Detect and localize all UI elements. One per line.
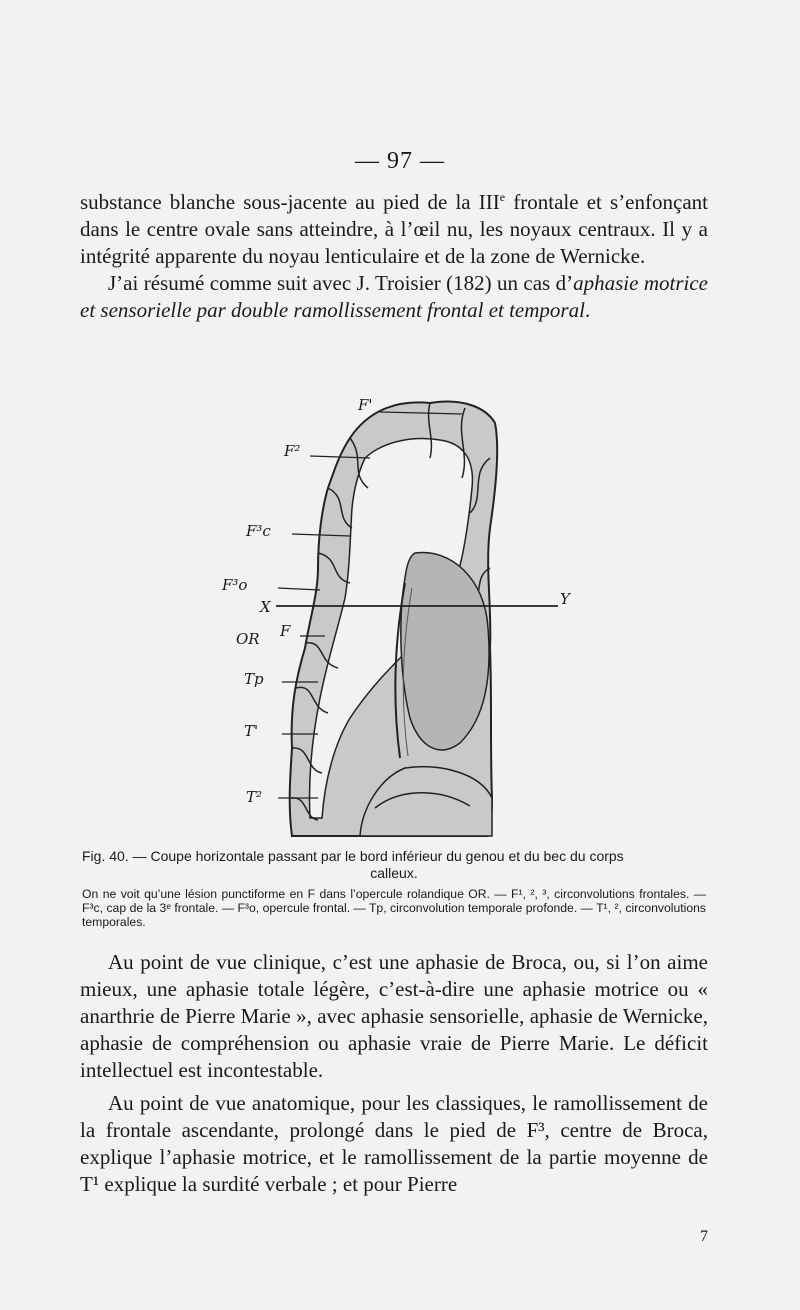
label-tp: Tp bbox=[244, 670, 264, 688]
paragraph-1 bbox=[80, 184, 708, 270]
label-or: OR bbox=[236, 630, 260, 648]
caption-title-2: calleux. bbox=[370, 865, 418, 881]
label-f: F bbox=[280, 622, 291, 640]
label-f3c: F³c bbox=[246, 522, 271, 540]
label-f2: F² bbox=[284, 442, 301, 460]
body-text-top bbox=[80, 184, 708, 324]
paragraph-2-end: . bbox=[584, 298, 591, 322]
page-number-footer: 7 bbox=[700, 1228, 708, 1245]
figure-caption bbox=[82, 848, 706, 929]
paragraph-2-italic: aphasie motrice et sensorielle par double ramollissement frontal et temporal bbox=[80, 271, 708, 322]
caption-body: On ne voit qu’une lésion punctiforme en F dans l’opercule rolandique OR. — F¹, ², ³, circonvolutions frontales. — F³c, cap de la 3ᵉ frontale. — F³o, opercule frontal. — Tp, circonvolution temporale profonde. — T¹, ², circonvolutions temporales. bbox=[82, 887, 706, 929]
body-text-bottom bbox=[80, 949, 708, 1198]
label-y: Y bbox=[560, 590, 570, 608]
paragraph-1-sup: e bbox=[499, 190, 506, 204]
label-t1: T' bbox=[244, 722, 259, 740]
caption-title: Fig. 40. — Coupe horizontale passant par le bord inférieur du genou et du bec du corps bbox=[82, 848, 624, 864]
paragraph-2-text: J’ai résumé comme suit avec J. Troisier (182) un cas d’ bbox=[108, 271, 574, 295]
label-x: X bbox=[260, 598, 271, 616]
paragraph-1-text-a: substance blanche sous-jacente au pied de la III bbox=[80, 190, 500, 214]
brain-section-figure bbox=[200, 378, 580, 848]
paragraph-3: Au point de vue clinique, c’est une aphasie de Broca, ou, si l’on aime mieux, une aphasie totale légère, c’est-à-dire une aphasie motrice ou « anarthrie de Pierre Marie », avec aphasie sensorielle, aphasie de Wernicke, aphasie de compréhension ou aphasie vraie de Pierre Marie. Le déficit intellectuel est incontestable. bbox=[80, 950, 708, 1082]
paragraph-2 bbox=[80, 270, 708, 324]
paragraph-1-text-b: frontale et s’enfonçant dans le centre ovale sans atteindre, à l’œil nu, les noyaux centraux. Il y a intégrité apparente du noyau lenticulaire et de la zone de Wernicke. bbox=[80, 190, 708, 268]
label-f1: F' bbox=[358, 396, 373, 414]
page-number-header: — 97 — bbox=[355, 148, 445, 174]
paragraph-4: Au point de vue anatomique, pour les classiques, le ramollissement de la frontale ascendante, prolongé dans le pied de F³, centre de Broca, explique l’aphasie motrice, et le ramollissement de la partie moyenne de T¹ explique la surdité verbale ; et pour Pierre bbox=[80, 1091, 708, 1196]
brain-section-drawing bbox=[200, 378, 580, 848]
label-f3o: F³o bbox=[222, 576, 248, 594]
label-t2: T² bbox=[246, 788, 263, 806]
